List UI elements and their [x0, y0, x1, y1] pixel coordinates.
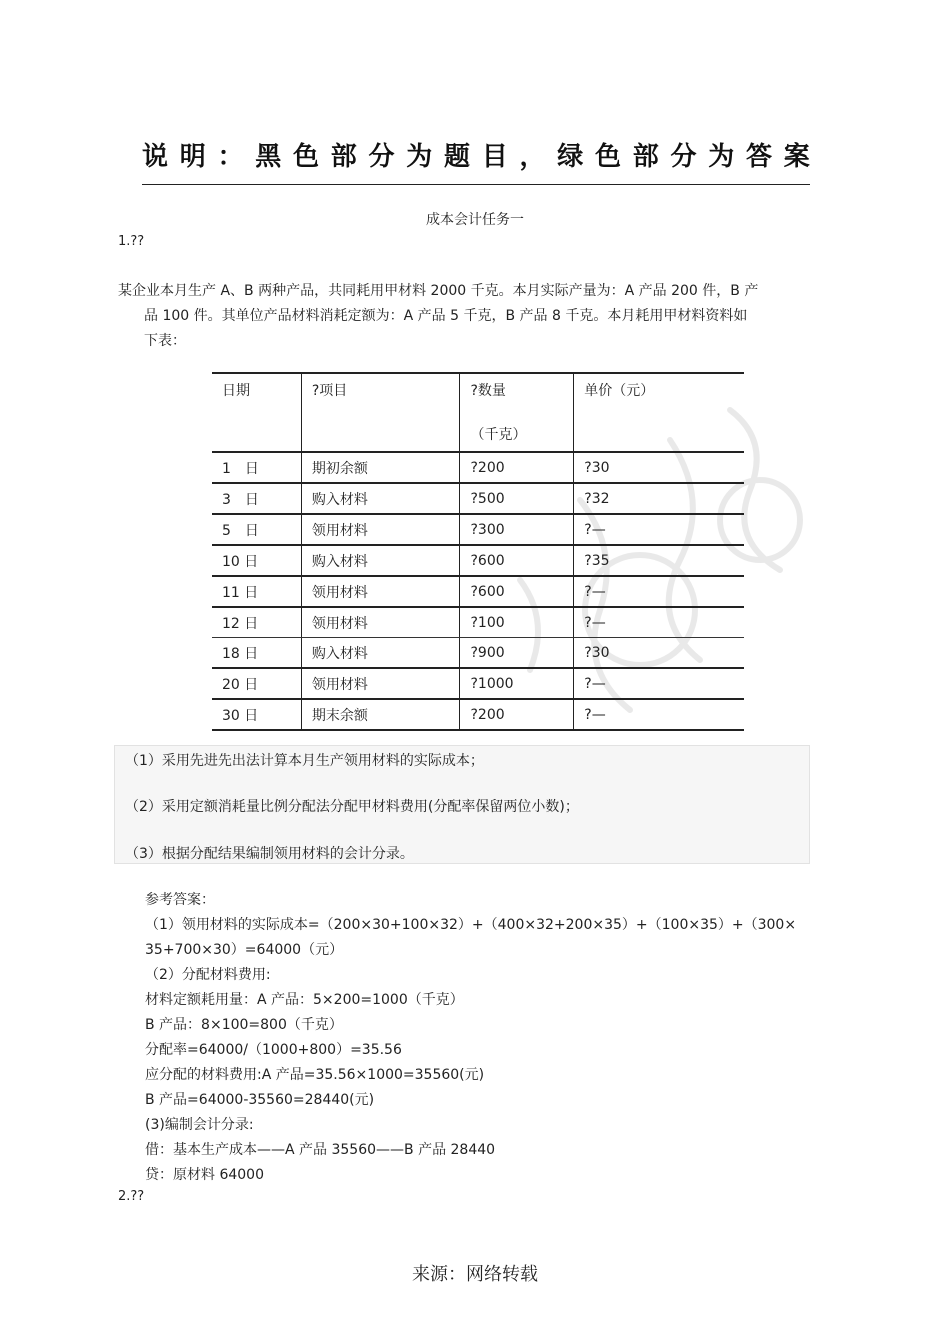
answer-line: （1）领用材料的实际成本=（200×30+100×32）+（400×32+200×35）+（100×35）+（300×	[145, 917, 797, 933]
cell-date: 10 日	[212, 545, 301, 576]
cell-price: ?30	[574, 452, 744, 483]
notice-char: 为	[406, 142, 433, 172]
answer-line: B 产品=64000-35560=28440(元)	[145, 1092, 375, 1108]
notice-char: 答	[746, 142, 773, 172]
cell-quantity: ?1000	[460, 668, 574, 699]
cell-price: ?30	[574, 638, 744, 669]
source-footer: 来源：网络转载	[412, 1264, 538, 1285]
notice-char: 绿	[557, 142, 584, 172]
cell-item: 期初余额	[301, 452, 460, 483]
answer-line: 应分配的材料费用:A 产品=35.56×1000=35560(元)	[145, 1067, 485, 1083]
cell-item: 领用材料	[301, 576, 460, 607]
reference-answer	[145, 888, 810, 1188]
cell-item: 购入材料	[301, 638, 460, 669]
header-unit-price: 单价（元）	[574, 373, 744, 452]
cell-item: 购入材料	[301, 545, 460, 576]
header-date: 日期	[212, 373, 301, 452]
header-quantity-unit: （千克）	[470, 427, 527, 443]
answer-line: 材料定额耗用量：A 产品：5×200=1000（千克）	[145, 992, 464, 1008]
cell-price: ?32	[574, 483, 744, 514]
table-row	[212, 699, 744, 730]
table-header-row	[212, 373, 744, 452]
problem-line: 某企业本月生产 A、B 两种产品，共同耗用甲材料 2000 千克。本月实际产量为：A 产品 200 件，B 产	[118, 283, 759, 299]
cell-item: 领用材料	[301, 514, 460, 545]
cell-quantity: ?200	[460, 699, 574, 730]
question-item: （2）采用定额消耗量比例分配法分配甲材料费用(分配率保留两位小数)；	[125, 799, 579, 815]
answer-line: 借：基本生产成本——A 产品 35560——B 产品 28440	[145, 1142, 496, 1158]
question-item: （3）根据分配结果编制领用材料的会计分录。	[125, 846, 414, 862]
cell-item: 领用材料	[301, 668, 460, 699]
cell-item: 领用材料	[301, 607, 460, 638]
answer-line: 35+700×30）=64000（元）	[145, 942, 344, 958]
notice-char: 题	[444, 142, 471, 172]
table-row	[212, 638, 744, 669]
table-row	[212, 576, 744, 607]
cell-date: 30 日	[212, 699, 301, 730]
answer-line: B 产品：8×100=800（千克）	[145, 1017, 343, 1033]
cell-date: 18 日	[212, 638, 301, 669]
answer-heading: 参考答案：	[145, 892, 215, 908]
notice-char: 色	[293, 142, 320, 172]
header-divider	[142, 184, 810, 185]
cell-date: 3 日	[212, 483, 301, 514]
cell-item: 期末余额	[301, 699, 460, 730]
cell-date: 12 日	[212, 607, 301, 638]
document-title: 成本会计任务一	[426, 212, 524, 228]
notice-char: 色	[595, 142, 622, 172]
cell-item: 购入材料	[301, 483, 460, 514]
cell-date: 5 日	[212, 514, 301, 545]
notice-char: 部	[632, 142, 659, 172]
notice-char: 明	[179, 142, 206, 172]
cell-price: ?—	[574, 668, 744, 699]
questions-box	[114, 745, 810, 864]
answer-line: (3)编制会计分录:	[145, 1117, 254, 1133]
notice-char: 说	[142, 142, 169, 172]
notice-char: 黑	[255, 142, 282, 172]
problem-line: 下表：	[144, 333, 186, 349]
cell-price: ?—	[574, 607, 744, 638]
cell-quantity: ?500	[460, 483, 574, 514]
cell-quantity: ?100	[460, 607, 574, 638]
notice-char: 分	[368, 142, 395, 172]
cell-quantity: ?900	[460, 638, 574, 669]
answer-line: 分配率=64000/（1000+800）=35.56	[145, 1042, 402, 1058]
notice-header	[142, 136, 810, 173]
notice-char: 案	[783, 142, 810, 172]
cell-quantity: ?600	[460, 576, 574, 607]
answer-line: （2）分配材料费用:	[145, 967, 271, 983]
cell-price: ?35	[574, 545, 744, 576]
problem-statement	[118, 279, 812, 354]
notice-char: ：	[217, 142, 244, 172]
material-table	[212, 372, 744, 731]
cell-price: ?—	[574, 699, 744, 730]
notice-char: 分	[670, 142, 697, 172]
cell-quantity: ?300	[460, 514, 574, 545]
cell-date: 1 日	[212, 452, 301, 483]
header-quantity-label: ?数量	[470, 383, 506, 399]
table-row	[212, 483, 744, 514]
cell-date: 11 日	[212, 576, 301, 607]
cell-date: 20 日	[212, 668, 301, 699]
cell-quantity: ?200	[460, 452, 574, 483]
table-row	[212, 514, 744, 545]
notice-char: 目	[481, 142, 508, 172]
table-row	[212, 452, 744, 483]
notice-char: ，	[519, 142, 546, 172]
notice-char: 部	[330, 142, 357, 172]
cell-price: ?—	[574, 514, 744, 545]
problem-line: 品 100 件。其单位产品材料消耗定额为：A 产品 5 千克，B 产品 8 千克。本月耗用甲材料资料如	[144, 308, 748, 324]
table-row	[212, 668, 744, 699]
question-item: （1）采用先进先出法计算本月生产领用材料的实际成本；	[125, 753, 484, 769]
question-2-number: 2.??	[118, 1189, 145, 1204]
cell-quantity: ?600	[460, 545, 574, 576]
cell-price: ?—	[574, 576, 744, 607]
answer-line: 贷：原材料 64000	[145, 1167, 264, 1183]
table-row	[212, 607, 744, 638]
header-item: ?项目	[301, 373, 460, 452]
header-quantity	[460, 373, 574, 452]
question-1-number: 1.??	[118, 234, 145, 249]
table-row	[212, 545, 744, 576]
notice-char: 为	[708, 142, 735, 172]
